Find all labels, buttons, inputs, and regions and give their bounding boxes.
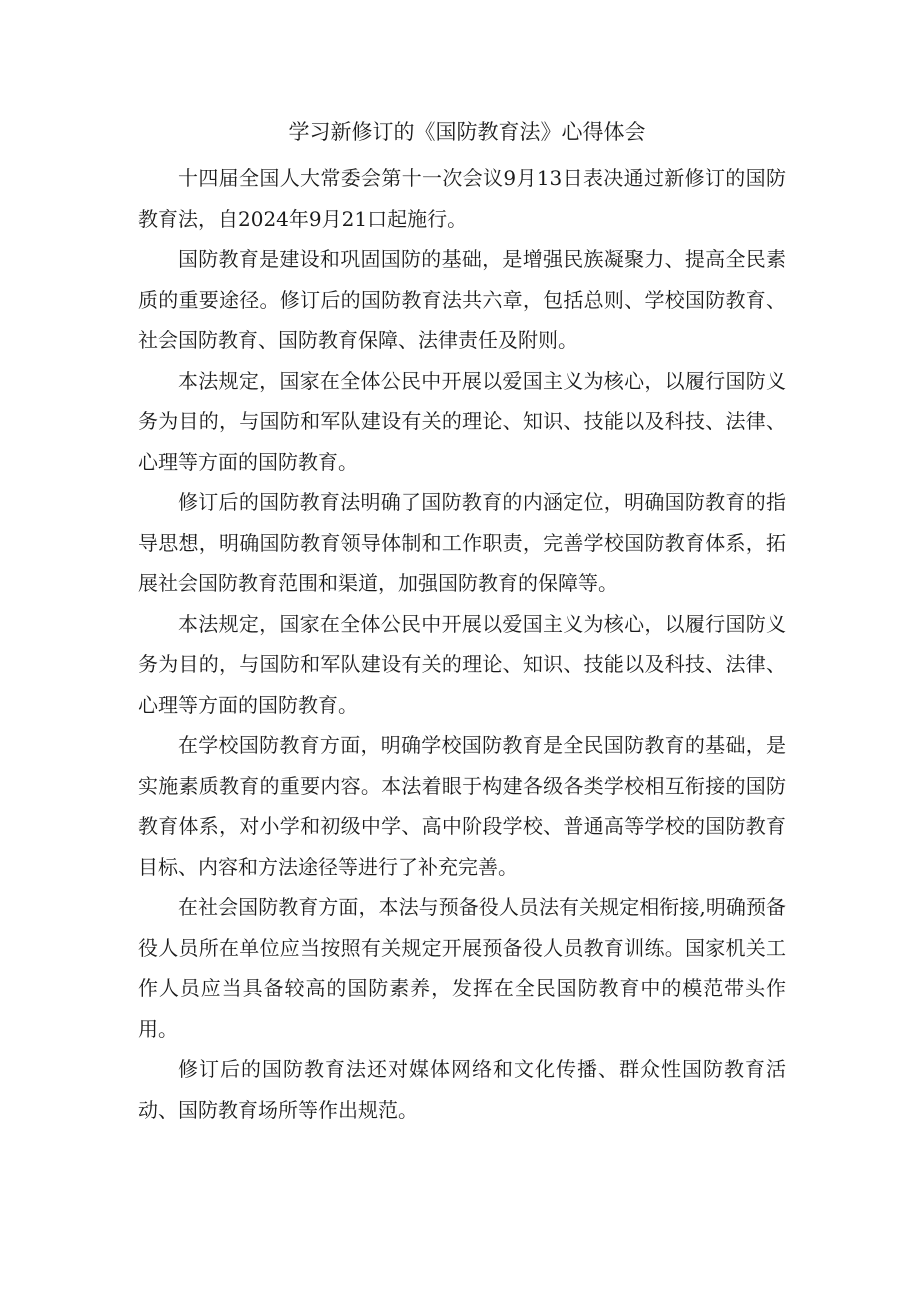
document-page — [138, 112, 786, 1130]
paragraph-3: 本法规定，国家在全体公民中开展以爱国主义为核心，以履行国防义务为目的，与国防和军队建设有关的理论、知识、技能以及科技、法律、心理等方面的国防教育。 — [138, 368, 786, 474]
paragraph-1: 十四届全国人大常委会第十一次会议9月13日表决通过新修订的国防教育法，自2024年9月21口起施行。 — [138, 166, 786, 231]
paragraph-4: 修订后的国防教育法明确了国防教育的内涵定位，明确国防教育的指导思想，明确国防教育领导体制和工作职责，完善学校国防教育体系，拓展社会国防教育范围和渠道，加强国防教育的保障等。 — [138, 490, 786, 595]
document-title: 学习新修订的《国防教育法》心得体会 — [288, 120, 646, 144]
paragraph-5: 本法规定，国家在全体公民中开展以爱国主义为核心，以履行国防义务为目的，与国防和军队建设有关的理论、知识、技能以及科技、法律、心理等方面的国防教育。 — [138, 611, 786, 717]
paragraph-2: 国防教育是建设和巩固国防的基础，是增强民族凝聚力、提高全民素质的重要途径。修订后的国防教育法共六章，包括总则、学校国防教育、社会国防教育、国防教育保障、法律责任及附则。 — [138, 247, 786, 352]
paragraph-7: 在社会国防教育方面，本法与预备役人员法有关规定相衔接,明确预备役人员所在单位应当按照有关规定开展预备役人员教育训练。国家机关工作人员应当具备较高的国防素养，发挥在全民国防教育中的模范带头作用。 — [138, 895, 786, 1041]
paragraph-8: 修订后的国防教育法还对媒体网络和文化传播、群众性国防教育活动、国防教育场所等作出规范。 — [138, 1057, 786, 1122]
paragraph-6: 在学校国防教育方面，明确学校国防教育是全民国防教育的基础，是实施素质教育的重要内容。本法着眼于构建各级各类学校相互衔接的国防教育体系，对小学和初级中学、高中阶段学校、普通高等学校的国防教育目标、内容和方法途径等进行了补充完善。 — [138, 733, 786, 879]
